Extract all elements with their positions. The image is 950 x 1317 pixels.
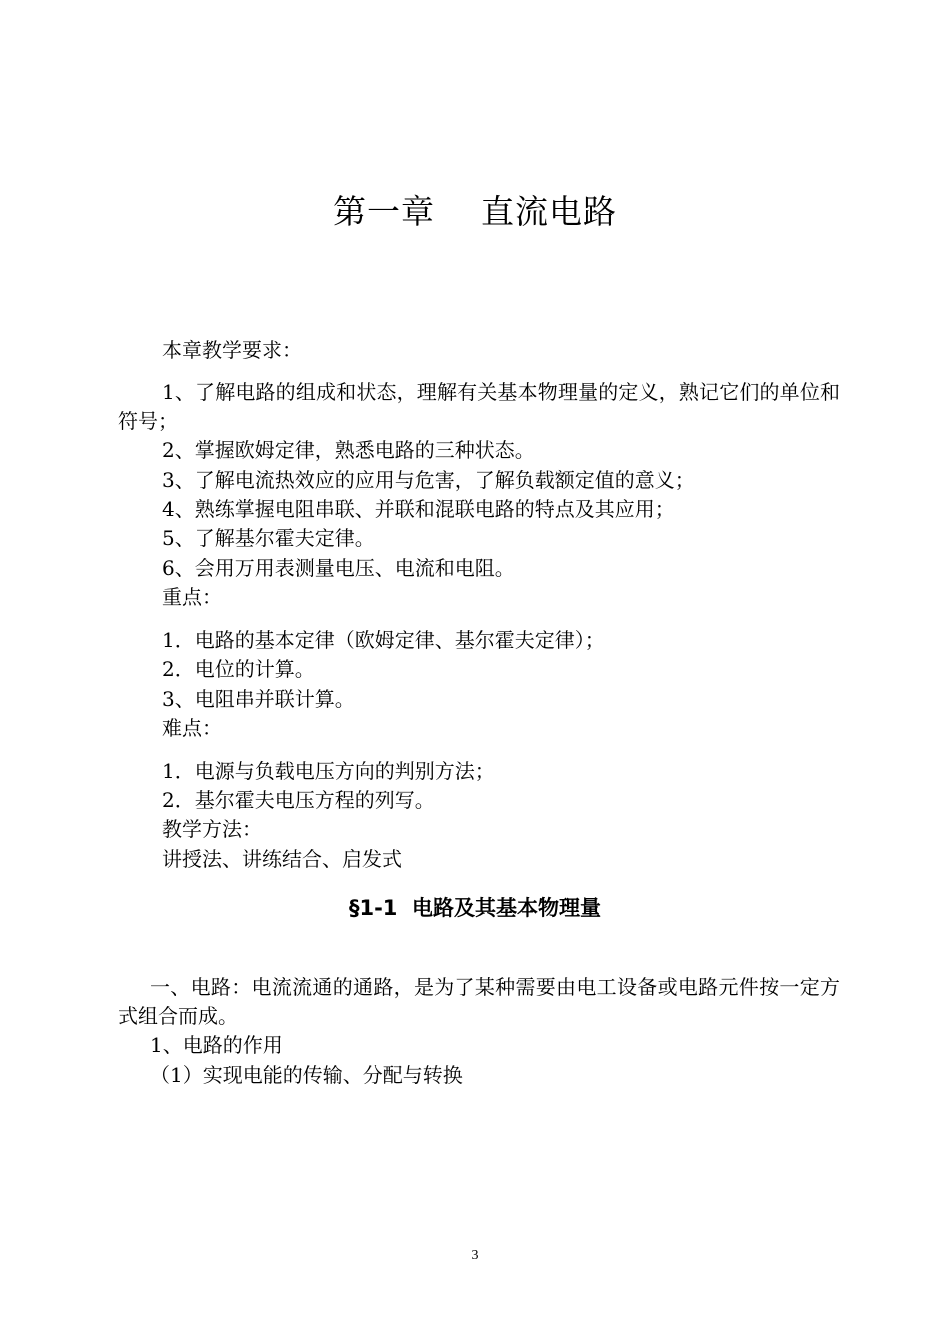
requirement-item-1: 1、了解电路的组成和状态，理解有关基本物理量的定义，熟记它们的单位和符号； — [118, 380, 840, 433]
key-point-item-2: 2．电位的计算。 — [162, 657, 315, 681]
section-subitem-1: （1）实现电能的传输、分配与转换 — [150, 1063, 463, 1087]
page-number: 3 — [471, 1248, 479, 1263]
section-title: §1-1 电路及其基本物理量 — [348, 896, 602, 920]
difficulties-heading: 难点： — [162, 716, 222, 740]
difficulty-item-1: 1．电源与负载电压方向的判别方法； — [162, 759, 495, 783]
difficulty-item-2: 2．基尔霍夫电压方程的列写。 — [162, 788, 435, 812]
requirements-heading: 本章教学要求： — [162, 338, 302, 362]
requirement-item-5: 5、了解基尔霍夫定律。 — [162, 526, 375, 550]
requirement-item-6: 6、会用万用表测量电压、电流和电阻。 — [162, 556, 515, 580]
methods-text: 讲授法、讲练结合、启发式 — [162, 847, 402, 871]
key-point-item-3: 3、电阻串并联计算。 — [162, 687, 355, 711]
key-point-item-1: 1．电路的基本定律（欧姆定律、基尔霍夫定律）； — [162, 628, 605, 652]
key-points-heading: 重点： — [162, 585, 222, 609]
requirement-item-3: 3、了解电流热效应的应用与危害，了解负载额定值的意义； — [162, 468, 695, 492]
chapter-title: 第一章 直流电路 — [333, 192, 617, 231]
requirement-item-4: 4、熟练掌握电阻串联、并联和混联电路的特点及其应用； — [162, 497, 675, 521]
requirement-item-2: 2、掌握欧姆定律，熟悉电路的三种状态。 — [162, 438, 535, 462]
methods-heading: 教学方法： — [162, 817, 262, 841]
section-subheading-1: 1、电路的作用 — [150, 1033, 283, 1057]
section-paragraph-1: 一、电路：电流流通的通路，是为了某种需要由电工设备或电路元件按一定方式组合而成。 — [118, 975, 840, 1028]
